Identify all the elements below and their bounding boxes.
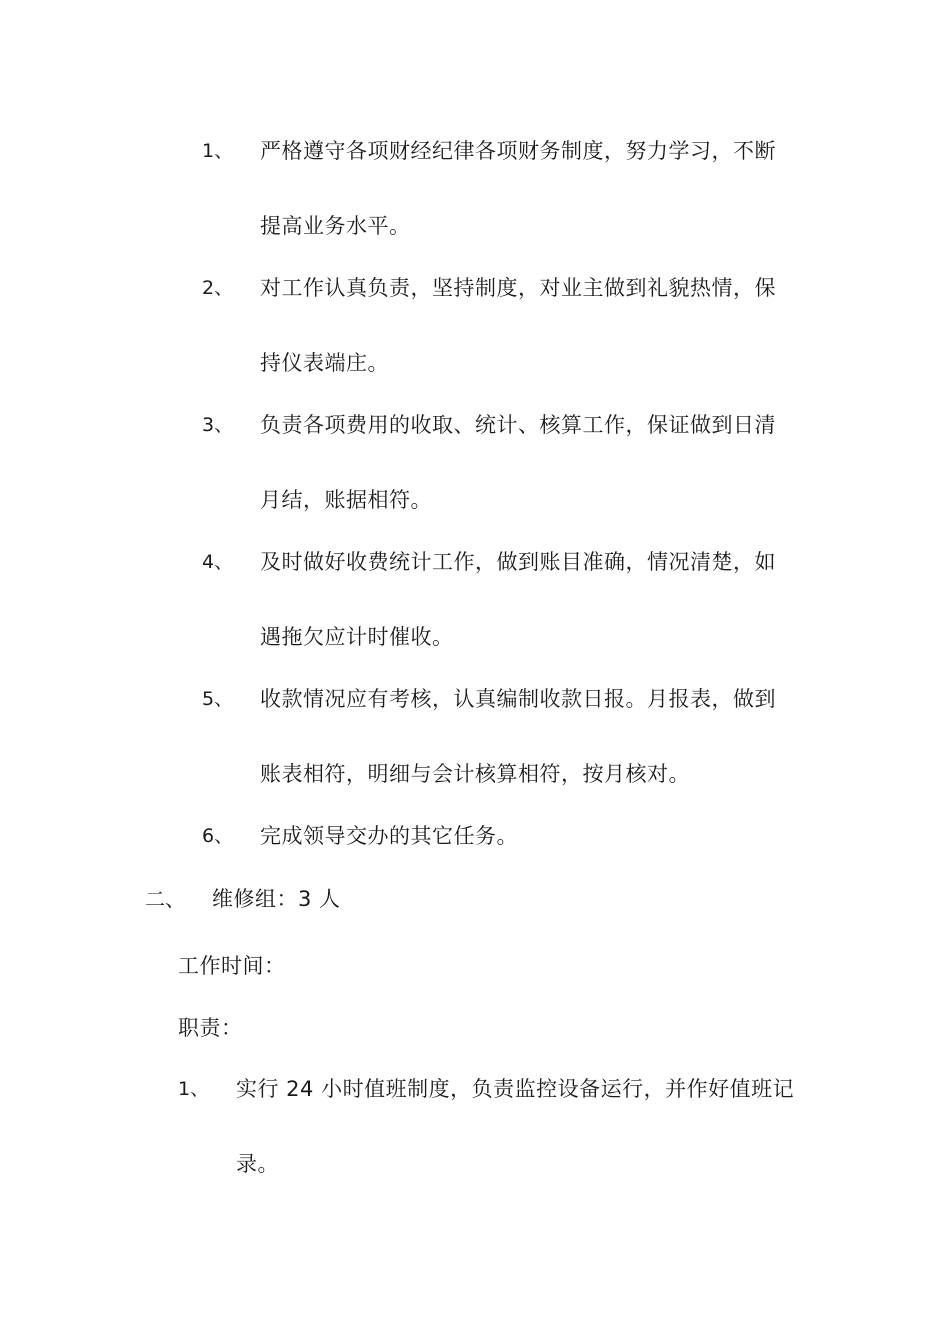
item-number: 3、 [202, 414, 234, 436]
item-number: 1、 [202, 140, 234, 162]
item-text-continued: 持仪表端庄。 [260, 351, 389, 375]
item-text: 严格遵守各项财经纪律各项财务制度，努力学习，不断 [260, 139, 776, 163]
section-heading: 维修组：3 人 [212, 887, 341, 911]
item-text-continued: 遇拖欠应计时催收。 [260, 625, 454, 649]
item-number: 6、 [202, 825, 234, 847]
item-text: 实行 24 小时值班制度，负责监控设备运行，并作好值班记 [236, 1077, 795, 1101]
work-time-label: 工作时间： [178, 954, 286, 978]
item-text-continued: 月结，账据相符。 [260, 488, 432, 512]
item-text: 收款情况应有考核，认真编制收款日报。月报表，做到 [260, 687, 776, 711]
section-number: 二、 [145, 887, 185, 911]
item-text: 完成领导交办的其它任务。 [260, 824, 518, 848]
item-text: 对工作认真负责，坚持制度，对业主做到礼貌热情，保 [260, 276, 776, 300]
item-text-continued: 账表相符，明细与会计核算相符，按月核对。 [260, 762, 690, 786]
item-number: 1、 [178, 1078, 210, 1100]
item-text-continued: 录。 [236, 1152, 279, 1176]
item-text-continued: 提高业务水平。 [260, 214, 411, 238]
item-number: 5、 [202, 688, 234, 710]
item-number: 4、 [202, 551, 234, 573]
duties-label: 职责： [178, 1016, 243, 1040]
item-text: 负责各项费用的收取、统计、核算工作，保证做到日清 [260, 413, 776, 437]
item-text: 及时做好收费统计工作，做到账目准确，情况清楚，如 [260, 550, 776, 574]
item-number: 2、 [202, 277, 234, 299]
